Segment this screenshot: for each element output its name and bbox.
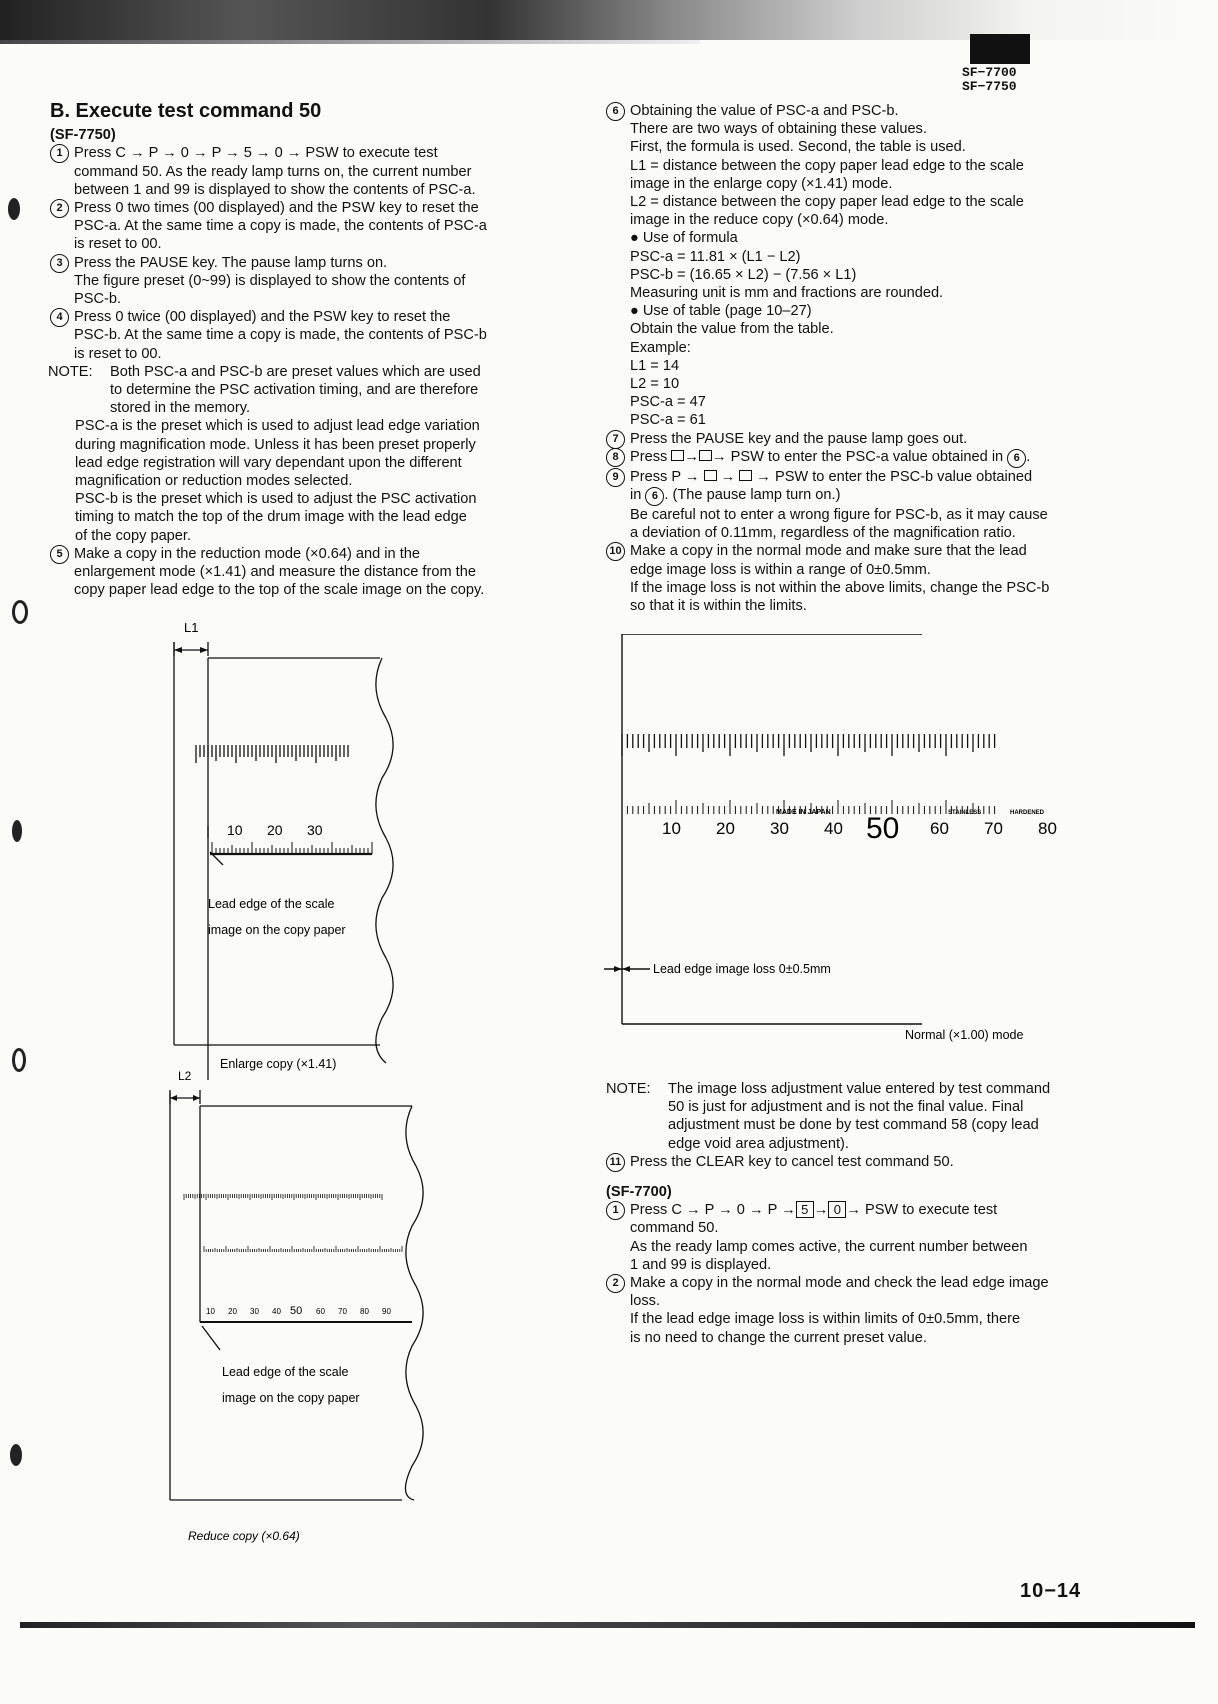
step-number-circle: 2	[50, 199, 69, 218]
scale-number: 10	[662, 819, 681, 838]
step-text: is reset to 00.	[74, 345, 162, 362]
step-ref-circle: 6	[1007, 449, 1026, 468]
callout-line-2: image on the copy paper	[208, 923, 346, 937]
callout-line-1: Lead edge of the scale	[222, 1365, 349, 1379]
scale-number: 30	[307, 822, 323, 838]
step-number-circle: 2	[606, 1274, 625, 1293]
step-text	[630, 486, 1086, 506]
binder-mark	[10, 1444, 22, 1466]
figure-enlarge-copy	[150, 620, 530, 1080]
note-text: PSC-b is the preset which is used to adjust the PSC activation	[75, 491, 477, 508]
model-label: (SF-7700)	[606, 1184, 672, 1201]
step-text: so that it is within the limits.	[630, 598, 807, 615]
callout-leader	[202, 1326, 220, 1350]
step-6	[606, 102, 1086, 430]
right-column-lower	[606, 1080, 1086, 1347]
step-1	[50, 144, 530, 199]
model-numbers	[962, 66, 1017, 94]
scale-number: 30	[770, 819, 789, 838]
scale-number: 30	[250, 1307, 259, 1316]
step-7	[606, 430, 1086, 448]
right-column	[606, 102, 1086, 615]
step-text: is no need to change the current preset value.	[630, 1329, 927, 1346]
step-text: Press the PAUSE key and the pause lamp goes out.	[630, 430, 968, 447]
step-text: PSC-b. At the same time a copy is made, the contents of PSC-b	[74, 327, 487, 344]
step-number-circle: 3	[50, 254, 69, 273]
step-text: Press the CLEAR key to cancel test command 50.	[630, 1153, 954, 1170]
step-11	[606, 1153, 1086, 1171]
step-text: PSC-a. At the same time a copy is made, the contents of PSC-a	[74, 218, 487, 235]
dim-label-l2: L2	[178, 1070, 192, 1083]
step-text: Measuring unit is mm and fractions are rounded.	[630, 285, 944, 302]
binder-mark	[12, 820, 22, 842]
step-text: L1 = distance between the copy paper lead edge to the scale	[630, 157, 1024, 174]
step-text: Press 0 twice (00 displayed) and the PSW key to reset the	[74, 309, 451, 326]
key-box: 5	[796, 1201, 814, 1218]
sf7700-step-2	[606, 1274, 1086, 1347]
step-text: a deviation of 0.11mm, regardless of the magnification ratio.	[630, 525, 1016, 542]
note-text: The image loss adjustment value entered by test command	[668, 1081, 1051, 1097]
step-number-circle: 4	[50, 308, 69, 327]
step-text: copy paper lead edge to the top of the scale image on the copy.	[74, 582, 485, 599]
scale-hardened-label: HARDENED	[1010, 810, 1045, 816]
step-text: Make a copy in the normal mode and check the lead edge image	[630, 1275, 1049, 1292]
note-block	[606, 1080, 1086, 1153]
step-text: Obtaining the value of PSC-a and PSC-b.	[630, 103, 899, 119]
note-text: adjustment must be done by test command 58 (copy lead	[668, 1117, 1039, 1134]
step-text: command 50. As the ready lamp turns on, the current number	[74, 163, 472, 180]
step-text: image in the reduce copy (×0.64) mode.	[630, 212, 889, 229]
text-fragment: → PSW to execute test	[846, 1202, 998, 1219]
text-fragment: PSW to enter the PSC-a value obtained in	[726, 448, 1008, 465]
key-box: 0	[828, 1201, 846, 1218]
step-text: command 50.	[630, 1220, 719, 1237]
note-text: 50 is just for adjustment and is not the final value. Final	[668, 1099, 1024, 1116]
step-text: enlargement mode (×1.41) and measure the distance from the	[74, 564, 476, 581]
step-8	[606, 448, 1086, 468]
note-text: Both PSC-a and PSC-b are preset values which are used	[110, 363, 481, 380]
step-number-circle: 10	[606, 542, 625, 561]
tear-edge	[376, 658, 393, 1063]
text-fragment: PSW to enter the PSC-b value obtained	[770, 468, 1033, 485]
scale-top-ticks	[196, 745, 348, 763]
step-text: There are two ways of obtaining these values.	[630, 121, 927, 138]
step-text: Press P → → → PSW to enter the PSC-b value obtained	[630, 468, 1033, 485]
step-text: edge image loss is within a range of 0±0.5mm.	[630, 561, 931, 578]
scale-bottom-ticks	[212, 842, 372, 854]
scale-number: 10	[206, 1307, 215, 1316]
scale-numbers	[206, 1305, 391, 1317]
scale-numbers	[662, 812, 1057, 845]
step-ref-circle: 6	[645, 487, 664, 506]
scan-top-band-shadow	[0, 40, 700, 44]
binder-mark	[12, 600, 28, 624]
psc-b-description	[50, 490, 530, 545]
scale-number: 60	[930, 819, 949, 838]
note-text: of the copy paper.	[75, 527, 192, 544]
note-block	[48, 363, 530, 418]
step-text: between 1 and 99 is displayed to show the contents of PSC-a.	[74, 181, 476, 198]
left-column	[50, 102, 530, 599]
example-label: Example:	[630, 339, 691, 356]
step-9	[606, 468, 1086, 543]
key-box-icon	[699, 450, 712, 461]
text-fragment: . (The pause lamp turn on.)	[664, 487, 841, 504]
loss-label: Lead edge image loss 0±0.5mm	[653, 962, 831, 976]
note-label: NOTE:	[48, 363, 93, 380]
step-text: First, the formula is used. Second, the table is used.	[630, 139, 966, 156]
text-fragment: Press	[630, 448, 672, 465]
text-fragment: Press C → P → 0 → P →	[630, 1202, 796, 1219]
note-text: to determine the PSC activation timing, and are therefore	[110, 382, 479, 399]
step-4	[50, 308, 530, 363]
text-fragment: Press P →	[630, 468, 704, 485]
scale-number: 70	[984, 819, 1003, 838]
key-box-icon	[739, 470, 752, 481]
scale-stainless-label: STAINLESS	[948, 810, 982, 816]
example-value: PSC-a = 61	[630, 412, 706, 429]
step-text: ● Use of formula	[630, 230, 738, 247]
section-tab-mark	[970, 34, 1030, 64]
note-text: edge void area adjustment).	[668, 1135, 849, 1152]
figure-caption: Normal (×1.00) mode	[905, 1028, 1024, 1042]
binder-mark	[8, 198, 20, 220]
figure-caption: Reduce copy (×0.64)	[188, 1529, 300, 1543]
tear-edge	[405, 1106, 423, 1500]
example-value: L1 = 14	[630, 357, 680, 374]
section-title: B. Execute test command 50	[50, 100, 322, 122]
step-3	[50, 254, 530, 309]
step-10	[606, 542, 1086, 615]
step-text: If the image loss is not within the above limits, change the PSC-b	[630, 579, 1050, 596]
scale-number: 50	[290, 1305, 303, 1317]
scale-number: 80	[1038, 819, 1057, 838]
step-number-circle: 5	[50, 545, 69, 564]
note-text: timing to match the top of the drum image with the lead edge	[75, 509, 467, 526]
step-text: 1 and 99 is displayed.	[630, 1256, 772, 1273]
note-text: PSC-a is the preset which is used to adjust lead edge variation	[75, 418, 480, 435]
note-text: stored in the memory.	[110, 400, 251, 417]
step-text: If the lead edge image loss is within limits of 0±0.5mm, there	[630, 1311, 1021, 1328]
step-text: Obtain the value from the table.	[630, 321, 834, 338]
step-text: Press C → P → 0 → P → 5 → 0 → PSW to execute test	[74, 145, 438, 162]
example-value: PSC-a = 47	[630, 394, 706, 411]
model-number-1: SF−7700	[962, 65, 1017, 80]
step-text: Make a copy in the normal mode and make sure that the lead	[630, 543, 1027, 560]
scale-number: 20	[228, 1307, 237, 1316]
model-label: (SF-7750)	[50, 127, 116, 144]
step-number-circle: 1	[606, 1201, 625, 1220]
model-number-2: SF−7750	[962, 79, 1017, 94]
step-text: Make a copy in the reduction mode (×0.64) and in the	[74, 545, 421, 562]
step-text: The figure preset (0~99) is displayed to show the contents of	[74, 272, 466, 289]
scale-number: 70	[338, 1307, 347, 1316]
step-text: is reset to 00.	[74, 236, 162, 253]
note-label: NOTE:	[606, 1081, 651, 1097]
sf7700-step-1	[606, 1201, 1086, 1274]
step-number-circle: 9	[606, 468, 625, 487]
note-text: during magnification mode. Unless it has been preset properly	[75, 436, 476, 453]
step-number-circle: 1	[50, 144, 69, 163]
callout-line-1: Lead edge of the scale	[208, 897, 335, 911]
scale-number: 20	[267, 822, 283, 838]
note-text: magnification or reduction modes selected.	[75, 473, 353, 490]
step-number-circle: 6	[606, 102, 625, 121]
step-text: Press the PAUSE key. The pause lamp turns on.	[74, 254, 388, 271]
scale-number: 80	[360, 1307, 369, 1316]
key-box-icon	[704, 470, 717, 481]
callout-line-2: image on the copy paper	[222, 1391, 360, 1405]
note-text: lead edge registration will vary dependant upon the different	[75, 454, 462, 471]
step-text: Be careful not to enter a wrong figure for PSC-b, as it may cause	[630, 507, 1048, 524]
step-text: Press 0 two times (00 displayed) and the PSW key to reset the	[74, 200, 479, 217]
formula-psc-a: PSC-a = 11.81 × (L1 − L2)	[630, 248, 801, 265]
example-value: L2 = 10	[630, 376, 680, 393]
step-text: image in the enlarge copy (×1.41) mode.	[630, 175, 893, 192]
step-text: loss.	[630, 1293, 661, 1310]
step-number-circle: 7	[606, 430, 625, 449]
step-text: L2 = distance between the copy paper lead edge to the scale	[630, 194, 1024, 211]
step-number-circle: 8	[606, 448, 625, 467]
step-5	[50, 545, 530, 600]
page-number: 10−14	[1020, 1580, 1082, 1602]
figure-reduce-copy	[150, 1070, 530, 1550]
figure-caption: Enlarge copy (×1.41)	[220, 1057, 337, 1071]
scale-number: 40	[272, 1307, 281, 1316]
scale-number: 10	[227, 822, 243, 838]
step-2	[50, 199, 530, 254]
scan-top-band	[0, 0, 1218, 40]
step-text: PSC-b.	[74, 291, 122, 308]
scale-made-in-label: MADE IN JAPAN	[776, 809, 831, 816]
text-fragment: .	[1026, 448, 1031, 465]
scale-number: 60	[316, 1307, 325, 1316]
step-number-circle: 11	[606, 1153, 625, 1172]
scale-ticks	[184, 1194, 402, 1252]
key-box-icon	[671, 450, 684, 461]
step-text: ● Use of table (page 10–27)	[630, 303, 812, 320]
binder-mark	[12, 1048, 26, 1072]
formula-psc-b: PSC-b = (16.65 × L2) − (7.56 × L1)	[630, 266, 857, 283]
figure-normal-mode	[600, 634, 1100, 1050]
step-text: Press C → P → 0 → P → 5 → 0 → PSW to execute test	[630, 1202, 998, 1219]
scan-bottom-band	[20, 1622, 1195, 1628]
text-fragment: in	[630, 487, 646, 504]
scale-number-large: 50	[866, 812, 900, 845]
psc-a-description	[50, 417, 530, 490]
step-text: As the ready lamp comes active, the current number between	[630, 1238, 1028, 1255]
scale-number: 90	[382, 1307, 391, 1316]
dim-label-l1: L1	[184, 620, 199, 635]
step-text: Press → → PSW to enter the PSC-a value obtained in 6 .	[630, 448, 1086, 468]
scale-number: 20	[716, 819, 735, 838]
scale-number: 40	[824, 819, 843, 838]
scale-top-ticks	[622, 734, 995, 756]
